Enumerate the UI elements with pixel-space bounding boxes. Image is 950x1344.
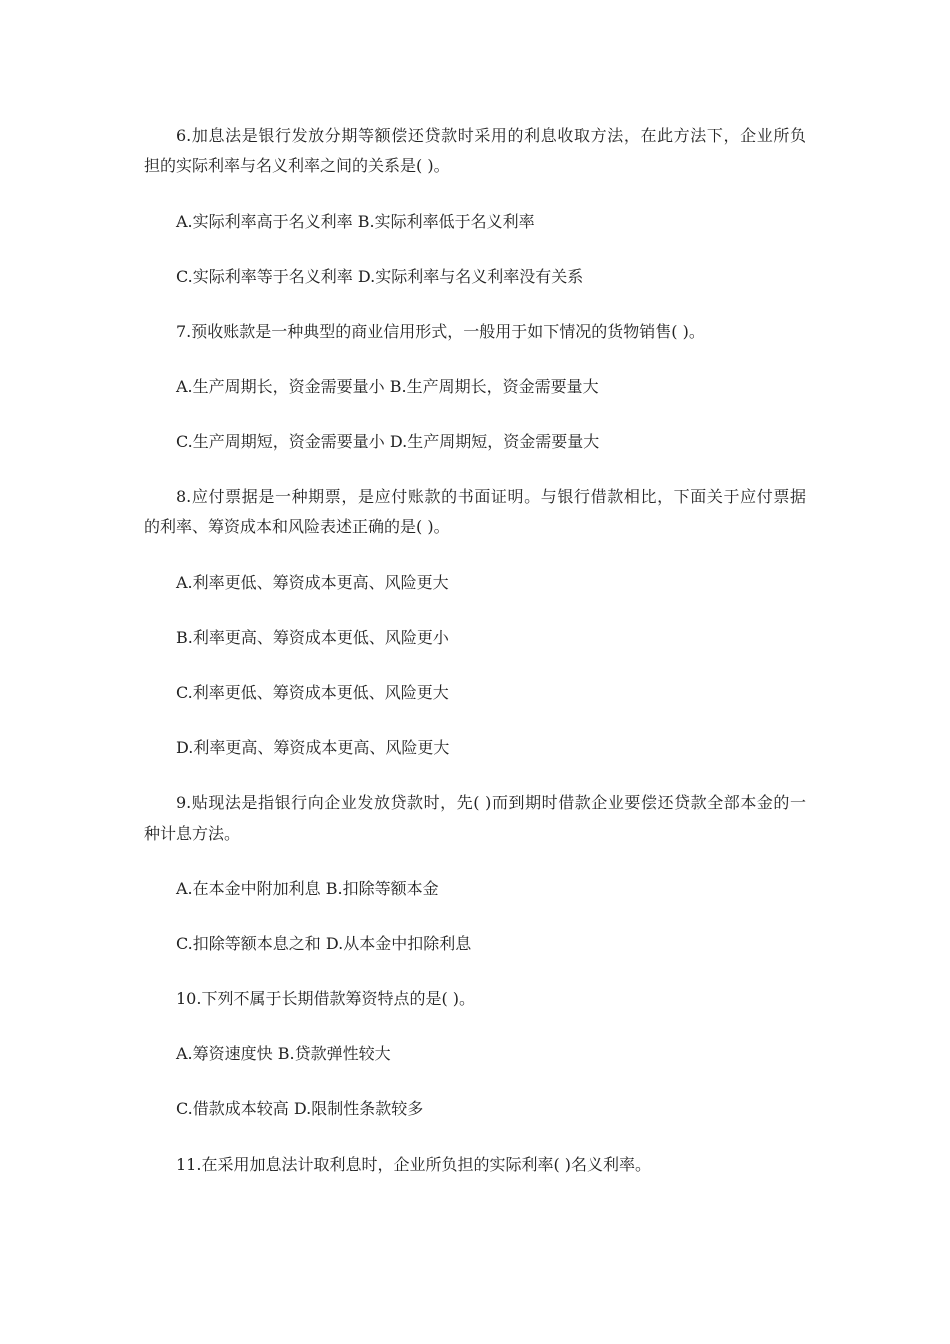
question-10-option-line-2: C.借款成本较高 D.限制性条款较多 (176, 1099, 424, 1118)
question-7-option-line-2: C.生产周期短，资金需要量小 D.生产周期短，资金需要量大 (176, 432, 600, 451)
question-8-option-a: A.利率更低、筹资成本更高、风险更大 (176, 573, 449, 592)
question-11-stem-line-1: 11.在采用加息法计取利息时，企业所负担的实际利率( )名义利率。 (176, 1155, 652, 1174)
question-7-option-line-1: A.生产周期长，资金需要量小 B.生产周期长，资金需要量大 (176, 377, 599, 396)
question-9-stem-line-1: 9.贴现法是指银行向企业发放贷款时，先( )而到期时借款企业要偿还贷款全部本金的一 (176, 793, 806, 812)
question-8-stem-line-2: 的利率、筹资成本和风险表述正确的是( )。 (144, 517, 450, 536)
question-7-stem-line-1: 7.预收账款是一种典型的商业信用形式，一般用于如下情况的货物销售( )。 (176, 322, 705, 341)
question-6-option-line-2: C.实际利率等于名义利率 D.实际利率与名义利率没有关系 (176, 267, 584, 286)
question-6-option-line-1: A.实际利率高于名义利率 B.实际利率低于名义利率 (176, 212, 535, 231)
question-9-stem-line-2: 种计息方法。 (144, 824, 241, 843)
question-9-option-line-2: C.扣除等额本息之和 D.从本金中扣除利息 (176, 934, 472, 953)
question-10-option-line-1: A.筹资速度快 B.贷款弹性较大 (176, 1044, 391, 1063)
question-8-option-d: D.利率更高、筹资成本更高、风险更大 (176, 738, 450, 757)
question-9-option-line-1: A.在本金中附加利息 B.扣除等额本金 (176, 879, 439, 898)
question-8-option-b: B.利率更高、筹资成本更低、风险更小 (176, 628, 449, 647)
question-8-stem-line-1: 8.应付票据是一种期票，是应付账款的书面证明。与银行借款相比，下面关于应付票据 (176, 487, 806, 506)
question-8-option-c: C.利率更低、筹资成本更低、风险更大 (176, 683, 449, 702)
question-10-stem-line-1: 10.下列不属于长期借款筹资特点的是( )。 (176, 989, 476, 1008)
question-6-stem-line-1: 6.加息法是银行发放分期等额偿还贷款时采用的利息收取方法，在此方法下，企业所负 (176, 126, 806, 145)
question-6-stem-line-2: 担的实际利率与名义利率之间的关系是( )。 (144, 156, 450, 175)
